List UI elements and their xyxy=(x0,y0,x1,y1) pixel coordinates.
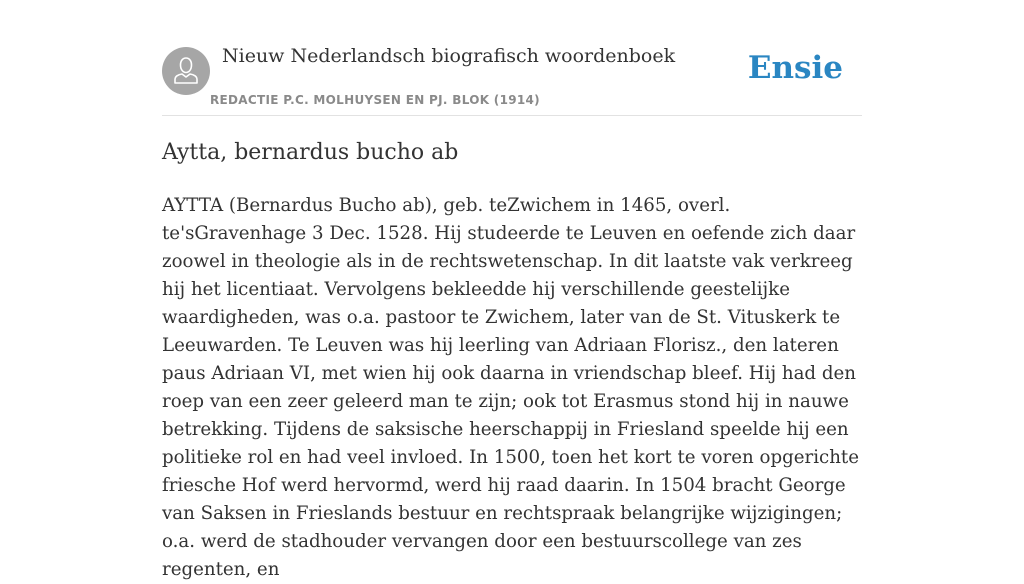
brand-logo[interactable]: Ensie xyxy=(747,50,843,86)
entry-title: Aytta, bernardus bucho ab xyxy=(162,140,459,165)
header xyxy=(162,0,862,116)
entry-body: AYTTA (Bernardus Bucho ab), geb. teZwichem in 1465, overl. te'sGravenhage 3 Dec. 1528. Hij studeerde te Leuven en oefende zich daar zoowel in theologie als in de rechtswetenschap. In dit laatste vak verkreeg hij het licentiaat. Vervolgens bekleedde hij verschillende geestelijke waardigheden, was o.a. pastoor te Zwichem, later van de St. Vituskerk te Leeuwarden. Te Leuven was hij leerling van Adriaan Florisz., den lateren paus Adriaan VI, met wien hij ook daarna in vriendschap bleef. Hij had den roep van een zeer geleerd man te zijn; ook tot Erasmus stond hij in nauwe betrekking. Tijdens de saksische heerschappij in Friesland speelde hij een politieke rol en had veel invloed. In 1500, toen het kort te voren opgerichte friesche Hof werd hervormd, werd hij raad daarin. In 1504 bracht George van Saksen in Frieslands bestuur en rechtspraak belangrijke wijzigingen; o.a. werd de stadhouder vervangen door een bestuurscollege van zes regenten, en xyxy=(162,195,859,580)
editors-credit: REDACTIE P.C. MOLHUYSEN EN PJ. BLOK (1914) xyxy=(210,93,540,107)
book-title[interactable]: Nieuw Nederlandsch biografisch woordenboek xyxy=(222,45,676,67)
user-silhouette-icon xyxy=(162,47,210,95)
page xyxy=(162,0,862,580)
